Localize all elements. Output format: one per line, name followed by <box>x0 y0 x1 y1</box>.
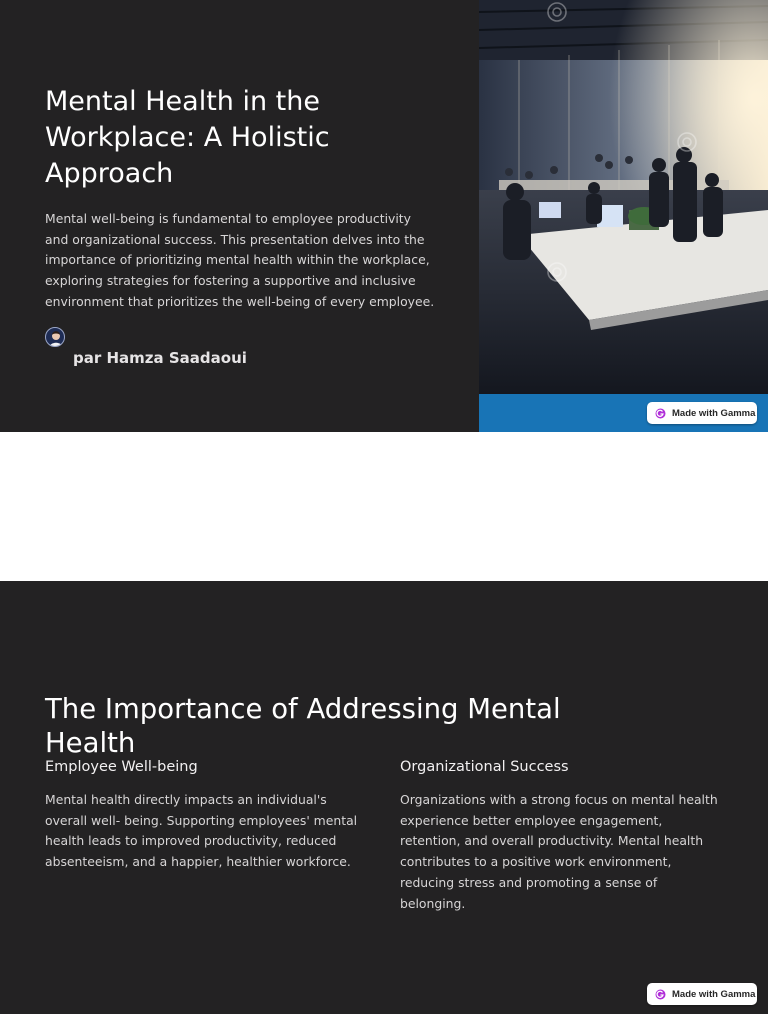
author-avatar <box>45 327 65 347</box>
office-photo <box>479 0 768 394</box>
made-with-gamma-badge[interactable] <box>647 402 757 424</box>
slide-description: Mental well-being is fundamental to employee productivity and organizational success. This presentation delves into the importance of prioritizing mental health within the workplace, exploring strategies for fostering a supportive and inclusive environment that prioritizes the well-being of every employee. <box>45 211 435 309</box>
gamma-logo-icon <box>655 989 666 1000</box>
column-heading-organizational-success: Organizational Success <box>400 759 569 775</box>
slide-title: Mental Health in the Workplace: A Holistic Approach <box>45 86 330 189</box>
gamma-badge-label: Made with Gamma <box>672 407 756 419</box>
author-name: par Hamza Saadaoui <box>73 349 247 367</box>
column-text-employee-wellbeing: Mental health directly impacts an individual's overall well- being. Supporting employees' mental health leads to improved productivity, reduced absenteeism, and a happier, healthier workforce. <box>45 792 358 870</box>
made-with-gamma-badge[interactable] <box>647 983 757 1005</box>
gamma-badge-label: Made with Gamma <box>672 988 756 1000</box>
column-heading-employee-wellbeing: Employee Well-being <box>45 759 198 775</box>
gamma-logo-icon <box>655 408 666 419</box>
slide-title: The Importance of Addressing Mental Health <box>45 693 561 759</box>
title-slide <box>0 0 768 432</box>
importance-slide <box>0 581 768 1014</box>
column-text-organizational-success: Organizations with a strong focus on mental health experience better employee engagement, retention, and overall productivity. Mental health contributes to a positive work environment, reducing stress and promoting a sense of belonging. <box>400 792 718 911</box>
